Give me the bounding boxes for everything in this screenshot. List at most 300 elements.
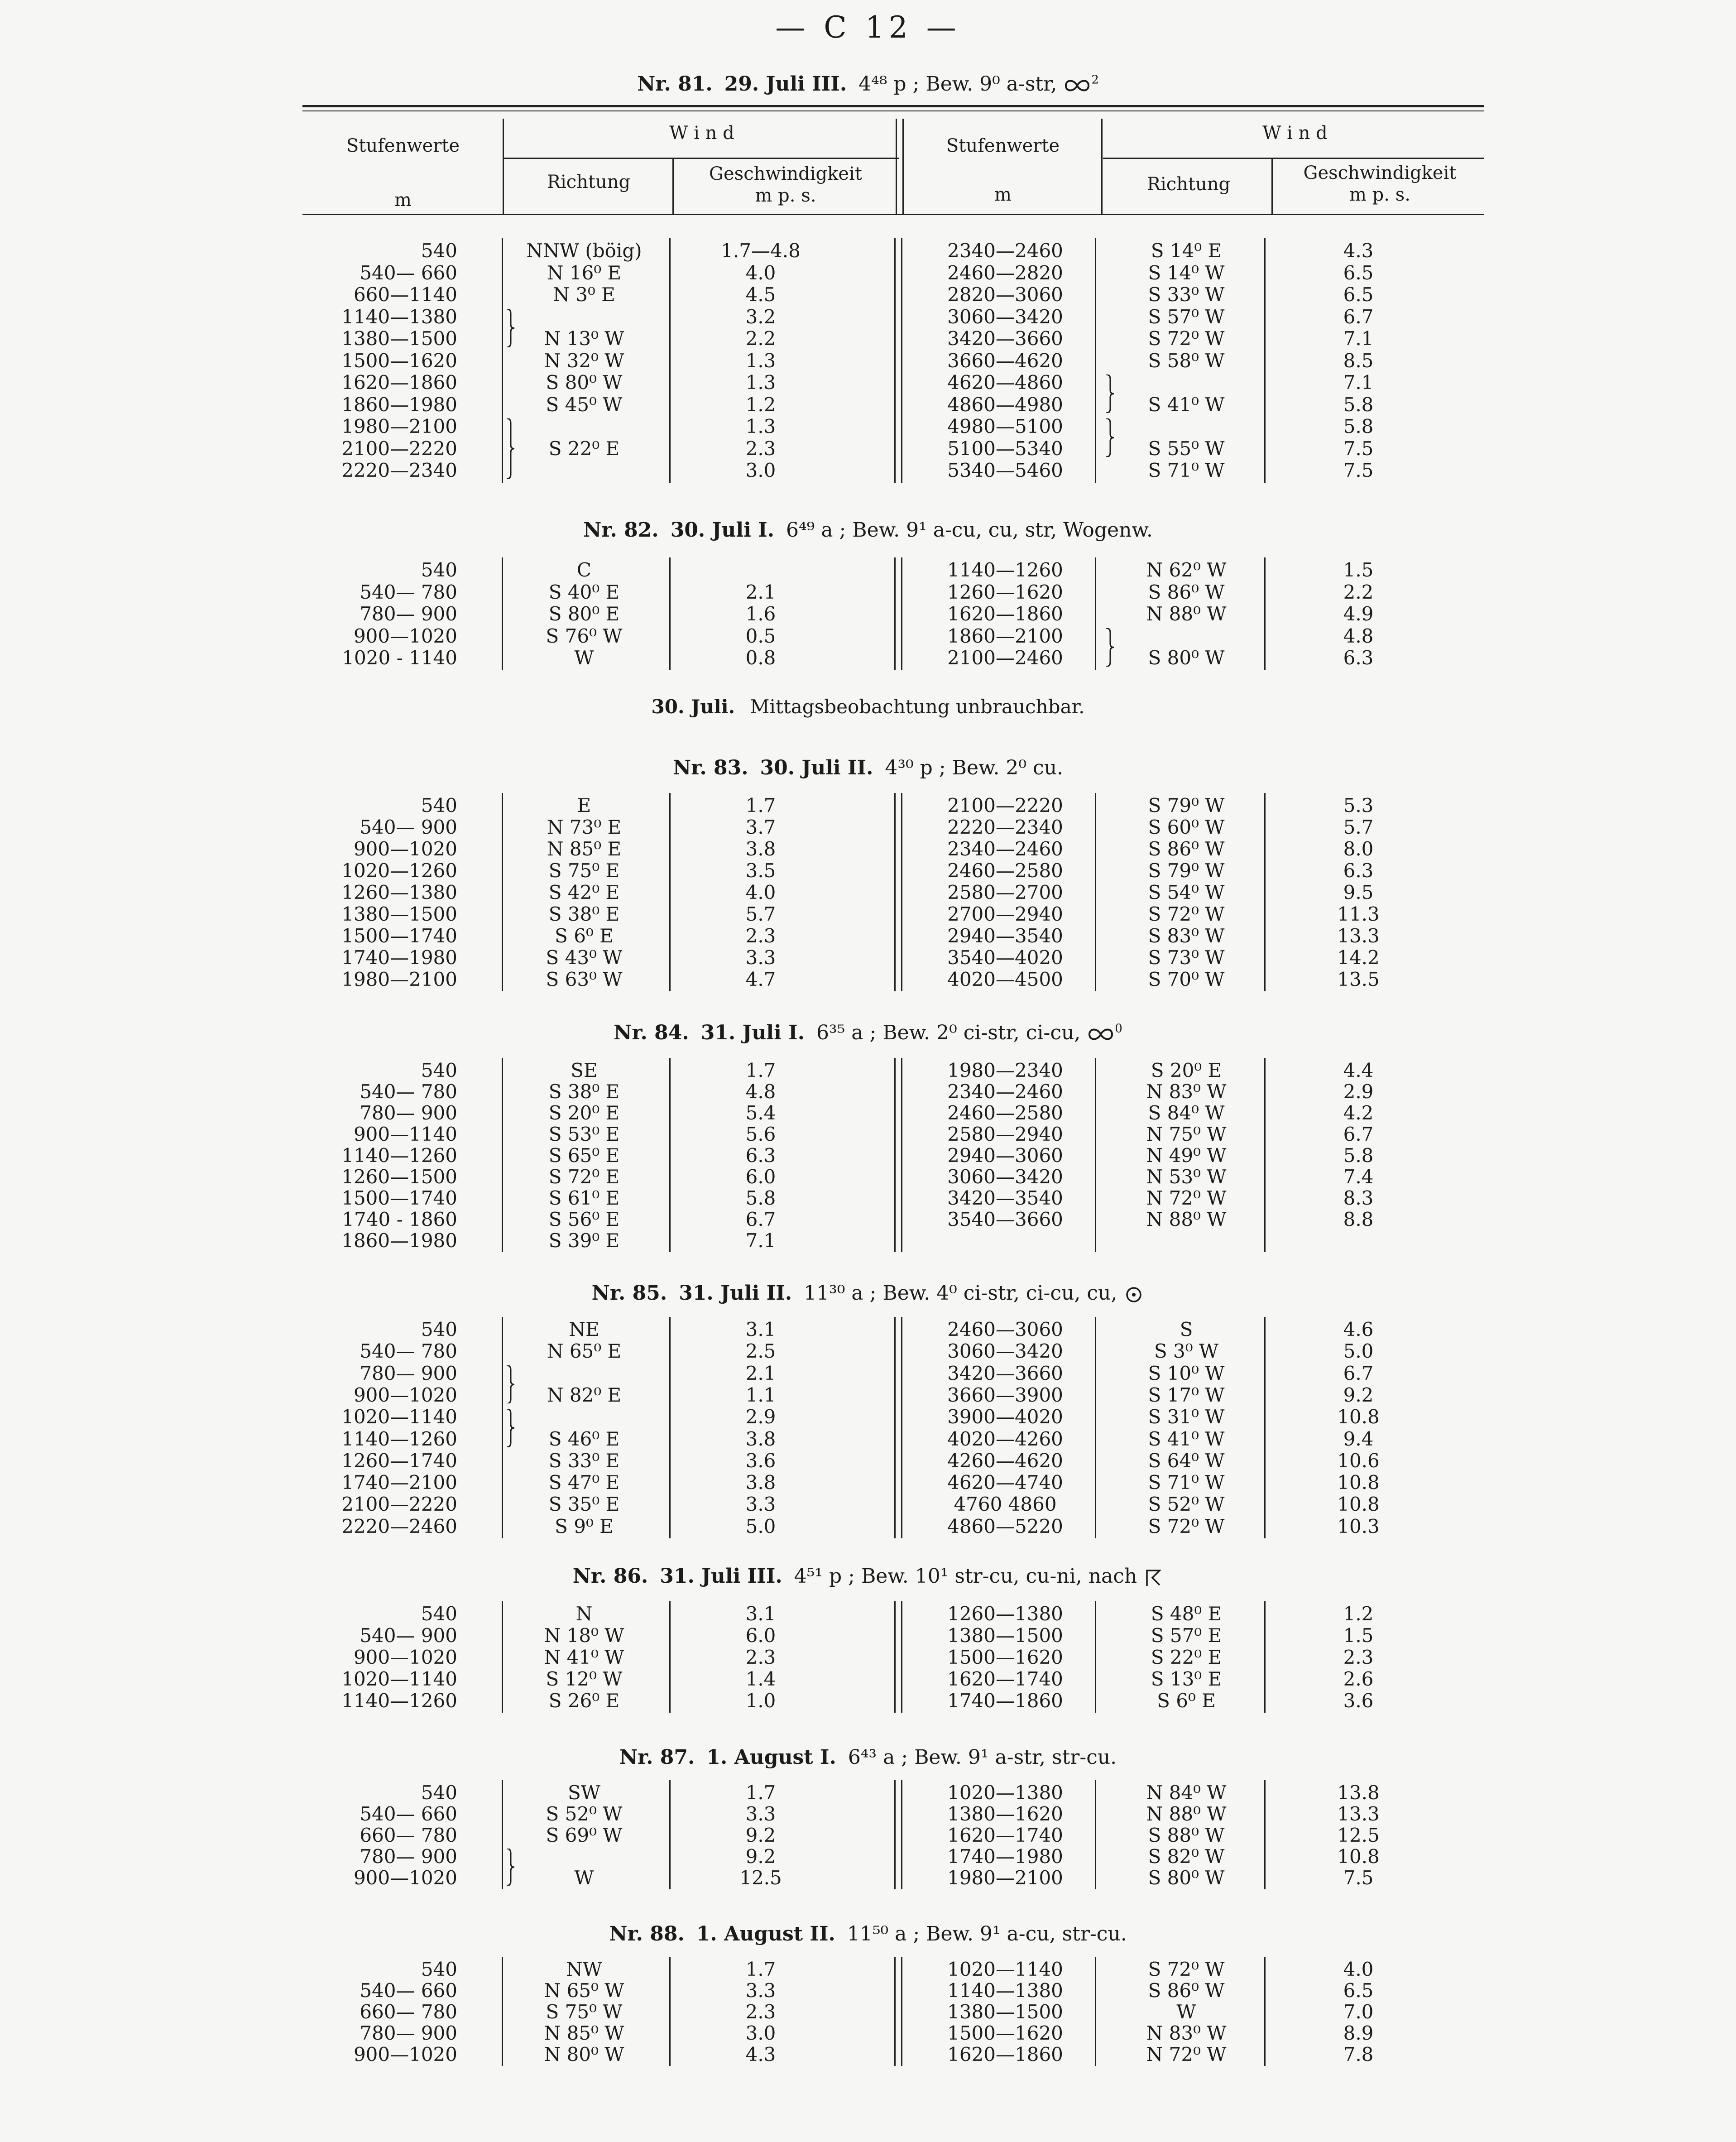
col-richtung-right: Richtung — [1146, 174, 1231, 195]
geschwindigkeit-cell: 4.0 — [1343, 1958, 1374, 1980]
richtung-cell: E — [577, 794, 591, 816]
hdr-vline-double — [896, 119, 904, 214]
stufenwert-cell: 540 — [421, 240, 457, 262]
stufenwert-cell: 4860—4980 — [947, 393, 1063, 416]
table-row — [0, 1230, 1736, 1252]
geschwindigkeit-cell: 3.5 — [745, 860, 776, 882]
geschwindigkeit-cell: 2.2 — [745, 327, 776, 350]
geschwindigkeit-cell: 5.8 — [745, 1187, 776, 1209]
richtung-cell: S 22⁰ E — [1151, 1646, 1222, 1668]
richtung-cell: S 46⁰ E — [548, 1427, 620, 1450]
table-row — [0, 1187, 1736, 1209]
geschwindigkeit-cell: 3.1 — [745, 1318, 776, 1340]
stufenwert-cell: 1860—1980 — [341, 1229, 457, 1252]
geschwindigkeit-cell: 3.8 — [745, 1427, 776, 1450]
record-info: 11⁵⁰ a ; Bew. 9¹ a-cu, str-cu. — [847, 1922, 1127, 1945]
geschwindigkeit-cell: 7.5 — [1343, 459, 1374, 481]
richtung-cell: NNW (böig) — [526, 240, 642, 262]
stufenwert-cell: 4020—4260 — [947, 1427, 1063, 1450]
richtung-cell: S 79⁰ W — [1148, 794, 1225, 816]
richtung-cell: S 55⁰ W — [1148, 437, 1225, 460]
richtung-cell: S 40⁰ E — [548, 581, 620, 603]
richtung-cell: S 84⁰ W — [1148, 1102, 1225, 1124]
richtung-cell: S 72⁰ W — [1148, 327, 1225, 350]
wind-underline-right — [1103, 158, 1484, 159]
richtung-cell: S 14⁰ W — [1148, 261, 1225, 284]
richtung-cell: S 75⁰ W — [546, 2001, 623, 2023]
table-row — [0, 306, 1736, 328]
stufenwert-cell: 1620—1740 — [947, 1824, 1063, 1846]
stufenwert-cell: 660— 780 — [360, 1824, 457, 1846]
geschwindigkeit-cell: 13.3 — [1337, 1803, 1380, 1825]
table-row — [0, 1980, 1736, 2002]
geschwindigkeit-cell: 3.8 — [745, 1471, 776, 1494]
geschwindigkeit-cell: 13.5 — [1337, 968, 1380, 990]
table-row — [0, 240, 1736, 262]
geschwindigkeit-cell: 11.3 — [1337, 903, 1380, 925]
stufenwert-cell: 5100—5340 — [947, 437, 1063, 460]
richtung-cell: N 83⁰ W — [1146, 1081, 1227, 1103]
geschwindigkeit-cell: 2.5 — [745, 1340, 776, 1363]
geschwindigkeit-cell: 8.8 — [1343, 1208, 1374, 1230]
geschwindigkeit-cell: 3.0 — [745, 459, 776, 481]
hdr-vline-2 — [672, 158, 674, 214]
stufenwert-cell: 780— 900 — [360, 1845, 457, 1868]
richtung-cell: S 53⁰ E — [548, 1123, 620, 1145]
geschwindigkeit-cell: 12.5 — [1337, 1824, 1380, 1846]
geschwindigkeit-cell: 7.5 — [1343, 1867, 1374, 1889]
table-row — [0, 1803, 1736, 1825]
stufenwert-cell: 1020 - 1140 — [342, 647, 457, 669]
table-row — [0, 460, 1736, 481]
stufenwert-cell: 780— 900 — [360, 1102, 457, 1124]
richtung-cell: S 22⁰ E — [548, 437, 620, 460]
geschwindigkeit-cell: 3.3 — [745, 1979, 776, 2002]
stufenwert-cell: 900—1020 — [353, 1867, 457, 1889]
geschwindigkeit-cell: 6.3 — [1343, 860, 1374, 882]
stufenwert-cell: 1620—1860 — [947, 2043, 1063, 2065]
table-row — [0, 1363, 1736, 1384]
geschwindigkeit-cell: 3.6 — [1343, 1690, 1374, 1712]
geschwindigkeit-cell: 4.2 — [1343, 1102, 1374, 1124]
geschwindigkeit-cell: 7.4 — [1343, 1166, 1374, 1188]
richtung-cell: N 16⁰ E — [547, 261, 622, 284]
record-icon-wrap — [1087, 1021, 1122, 1044]
stufenwert-cell: 1500—1740 — [341, 925, 457, 947]
geschwindigkeit-cell: 13.8 — [1337, 1782, 1380, 1804]
stufenwert-cell: 5340—5460 — [947, 459, 1063, 481]
stufenwert-cell: 1260—1620 — [947, 581, 1063, 603]
stufenwert-cell: 1860—1980 — [341, 393, 457, 416]
stufenwert-cell: 660— 780 — [360, 2001, 457, 2023]
richtung-cell: S 48⁰ E — [1151, 1603, 1222, 1625]
stufenwert-cell: 1380—1620 — [947, 1803, 1063, 1825]
geschwindigkeit-cell: 6.7 — [745, 1208, 776, 1230]
geschwindigkeit-cell: 7.1 — [1343, 371, 1374, 394]
geschwindigkeit-cell: 2.3 — [745, 1646, 776, 1668]
richtung-cell: S 80⁰ W — [1148, 1867, 1225, 1889]
geschwindigkeit-cell: 4.8 — [1343, 624, 1374, 647]
stufenwert-cell: 1020—1140 — [341, 1668, 457, 1690]
stufenwert-cell: 2340—2460 — [947, 1081, 1063, 1103]
geschwindigkeit-cell: 10.8 — [1337, 1845, 1380, 1868]
richtung-cell: W — [1176, 2001, 1196, 2023]
richtung-cell: N 83⁰ W — [1146, 2022, 1227, 2044]
richtung-cell: S 58⁰ W — [1148, 349, 1225, 372]
record-title — [0, 1021, 1736, 1044]
richtung-cell: S 41⁰ W — [1148, 1427, 1225, 1450]
richtung-cell: S 88⁰ W — [1148, 1824, 1225, 1846]
stufenwert-cell: 780— 900 — [360, 603, 457, 625]
record-date: 31. Juli I. — [700, 1021, 805, 1044]
header-bottom-rule — [302, 214, 1484, 215]
richtung-cell: N 73⁰ E — [547, 816, 622, 838]
stufenwert-cell: 3660—4620 — [947, 349, 1063, 372]
richtung-cell: S 72⁰ E — [548, 1166, 620, 1188]
richtung-cell: N 41⁰ W — [544, 1646, 624, 1668]
richtung-cell: S 79⁰ W — [1148, 860, 1225, 882]
table-row — [0, 262, 1736, 284]
geschwindigkeit-cell: 1.3 — [745, 415, 776, 437]
richtung-cell: S 60⁰ W — [1148, 816, 1225, 838]
richtung-cell: S 14⁰ E — [1151, 240, 1222, 262]
richtung-cell: W — [574, 647, 594, 669]
richtung-cell: SE — [571, 1059, 598, 1081]
stufenwert-cell: 540— 780 — [360, 1340, 457, 1363]
stufenwert-cell: 1980—2100 — [341, 415, 457, 437]
richtung-cell: N 65⁰ E — [547, 1340, 622, 1363]
table-row — [0, 795, 1736, 816]
geschwindigkeit-cell: 1.4 — [745, 1668, 776, 1690]
stufenwert-cell: 1620—1860 — [341, 371, 457, 394]
stufenwert-cell: 1740—1980 — [341, 946, 457, 969]
richtung-cell: S 76⁰ W — [546, 624, 623, 647]
geschwindigkeit-cell: 1.3 — [745, 349, 776, 372]
stufenwert-cell: 1860—2100 — [947, 624, 1063, 647]
richtung-cell: N 13⁰ W — [544, 327, 624, 350]
record-info: 6⁴³ a ; Bew. 9¹ a-str, str-cu. — [848, 1746, 1117, 1769]
record-title — [0, 756, 1736, 779]
record-date: 30. Juli I. — [670, 519, 775, 542]
stufenwert-cell: 4980—5100 — [947, 415, 1063, 437]
stufenwert-cell: 2220—2460 — [341, 1515, 457, 1537]
col-stufenwerte-right: Stufenwerte — [946, 135, 1060, 156]
table-row — [0, 1959, 1736, 1980]
stufenwert-cell: 540 — [421, 1603, 457, 1625]
record-number: Nr. 81. — [637, 72, 713, 96]
stufenwert-cell: 1380—1500 — [947, 1624, 1063, 1647]
richtung-cell: S 45⁰ W — [546, 393, 623, 416]
geschwindigkeit-cell: 7.1 — [1343, 327, 1374, 350]
geschwindigkeit-cell: 6.0 — [745, 1624, 776, 1647]
geschwindigkeit-cell: 1.7 — [745, 1958, 776, 1980]
richtung-cell: S 70⁰ W — [1148, 968, 1225, 990]
richtung-cell: S 38⁰ E — [548, 903, 620, 925]
wind-underline-left — [504, 158, 899, 159]
table-row — [0, 1690, 1736, 1712]
stufenwert-cell: 4760 4860 — [954, 1493, 1057, 1516]
geschwindigkeit-cell: 5.4 — [745, 1102, 776, 1124]
richtung-cell: S 57⁰ E — [1151, 1624, 1222, 1647]
record-title — [0, 1922, 1736, 1945]
richtung-cell: N 53⁰ W — [1146, 1166, 1227, 1188]
geschwindigkeit-cell: 10.8 — [1337, 1471, 1380, 1494]
stufenwert-cell: 1980—2100 — [341, 968, 457, 990]
richtung-cell: S 71⁰ W — [1148, 459, 1225, 481]
richtung-cell: C — [576, 559, 592, 581]
stufenwert-cell: 2820—3060 — [947, 283, 1063, 306]
table-row — [0, 625, 1736, 647]
stufenwert-cell: 540— 660 — [360, 1979, 457, 2002]
richtung-cell: S 52⁰ W — [1148, 1493, 1225, 1516]
stufenwert-cell: 1140—1260 — [341, 1427, 457, 1450]
stufenwert-cell: 2580—2940 — [947, 1123, 1063, 1145]
richtung-cell: S 80⁰ W — [546, 371, 623, 394]
table-row — [0, 284, 1736, 306]
geschwindigkeit-cell: 6.3 — [1343, 647, 1374, 669]
geschwindigkeit-cell: 5.6 — [745, 1123, 776, 1145]
record-info: 4⁴⁸ p ; Bew. 9⁰ a-str, — [858, 72, 1057, 96]
table-row — [0, 350, 1736, 372]
record-number: Nr. 83. — [672, 756, 748, 779]
infinity-icon — [1087, 1025, 1115, 1043]
richtung-cell: S 86⁰ W — [1148, 838, 1225, 860]
col-wind-right: W i n d — [1262, 123, 1328, 144]
geschwindigkeit-cell: 12.5 — [739, 1867, 782, 1889]
geschwindigkeit-cell: 0.8 — [745, 647, 776, 669]
stufenwert-cell: 1020—1260 — [341, 860, 457, 882]
table-row — [0, 559, 1736, 581]
stufenwert-cell: 1260—1500 — [341, 1166, 457, 1188]
brace-icon — [505, 1849, 515, 1886]
stufenwert-cell: 1380—1500 — [341, 327, 457, 350]
stufenwert-cell: 3420—3660 — [947, 327, 1063, 350]
col-unit-left: m — [394, 190, 412, 211]
table-row — [0, 1603, 1736, 1625]
top-rule-thick — [302, 105, 1484, 107]
stufenwert-cell: 2460—2580 — [947, 860, 1063, 882]
geschwindigkeit-cell: 10.8 — [1337, 1493, 1380, 1516]
col-unit-right: m — [994, 184, 1012, 205]
geschwindigkeit-cell: 1.1 — [745, 1383, 776, 1406]
geschwindigkeit-cell: 9.2 — [1343, 1383, 1374, 1406]
record-title — [0, 1282, 1736, 1305]
geschwindigkeit-cell: 2.9 — [745, 1406, 776, 1428]
richtung-cell: N — [575, 1603, 593, 1625]
richtung-cell: NW — [566, 1958, 602, 1980]
geschwindigkeit-cell: 4.9 — [1343, 603, 1374, 625]
richtung-cell: S — [1180, 1318, 1193, 1340]
richtung-cell: SW — [568, 1782, 600, 1804]
table-row — [0, 1428, 1736, 1450]
stufenwert-cell: 2100—2220 — [947, 794, 1063, 816]
table-row — [0, 882, 1736, 903]
stufenwert-cell: 540 — [421, 1059, 457, 1081]
geschwindigkeit-cell: 9.4 — [1343, 1427, 1374, 1450]
richtung-cell: S 61⁰ E — [548, 1187, 620, 1209]
geschwindigkeit-cell: 5.0 — [1343, 1340, 1374, 1363]
stufenwert-cell: 2340—2460 — [947, 838, 1063, 860]
table-row — [0, 581, 1736, 603]
note-date: 30. Juli. — [651, 696, 735, 718]
table-row — [0, 1450, 1736, 1472]
geschwindigkeit-cell: 5.7 — [1343, 816, 1374, 838]
stufenwert-cell: 2940—3540 — [947, 925, 1063, 947]
richtung-cell: S 56⁰ E — [548, 1208, 620, 1230]
geschwindigkeit-cell: 3.0 — [745, 2022, 776, 2044]
geschwindigkeit-cell: 4.3 — [745, 2043, 776, 2065]
geschwindigkeit-cell: 1.6 — [745, 603, 776, 625]
geschwindigkeit-cell: 2.3 — [745, 925, 776, 947]
stufenwert-cell: 3060—3420 — [947, 305, 1063, 328]
stufenwert-cell: 900—1020 — [353, 624, 457, 647]
richtung-cell: S 10⁰ W — [1148, 1362, 1225, 1384]
table-row — [0, 1516, 1736, 1537]
richtung-cell: NE — [569, 1318, 599, 1340]
stufenwert-cell: 1140—1380 — [947, 1979, 1063, 2002]
table-row — [0, 1124, 1736, 1145]
stufenwert-cell: 900—1020 — [353, 1646, 457, 1668]
richtung-cell: S 73⁰ W — [1148, 946, 1225, 969]
record-number: Nr. 87. — [619, 1746, 695, 1769]
stufenwert-cell: 2220—2340 — [341, 459, 457, 481]
geschwindigkeit-cell: 14.2 — [1337, 946, 1380, 969]
stufenwert-cell: 1500—1740 — [341, 1187, 457, 1209]
geschwindigkeit-cell: 2.2 — [1343, 581, 1374, 603]
brace-icon — [505, 418, 515, 479]
stufenwert-cell: 1980—2340 — [947, 1059, 1063, 1081]
stufenwert-cell: 540— 780 — [360, 1081, 457, 1103]
table-row — [0, 1384, 1736, 1406]
richtung-cell: W — [574, 1867, 594, 1889]
geschwindigkeit-cell: 3.2 — [745, 305, 776, 328]
stufenwert-cell: 3060—3420 — [947, 1340, 1063, 1363]
stufenwert-cell: 540— 900 — [360, 1624, 457, 1647]
geschwindigkeit-cell: 5.8 — [1343, 1144, 1374, 1167]
table-row — [0, 416, 1736, 437]
stufenwert-cell: 540 — [421, 1782, 457, 1804]
table-row — [0, 1846, 1736, 1868]
geschwindigkeit-cell: 4.6 — [1343, 1318, 1374, 1340]
stufenwert-cell: 900—1020 — [353, 1383, 457, 1406]
table-row — [0, 1209, 1736, 1230]
table-row — [0, 1625, 1736, 1647]
col-geschw-unit-left: m p. s. — [755, 185, 816, 206]
stufenwert-cell: 2220—2340 — [947, 816, 1063, 838]
stufenwert-cell: 3060—3420 — [947, 1166, 1063, 1188]
geschwindigkeit-cell: 1.2 — [745, 393, 776, 416]
richtung-cell: N 62⁰ W — [1146, 559, 1227, 581]
geschwindigkeit-cell: 4.4 — [1343, 1059, 1374, 1081]
record-title — [0, 72, 1736, 96]
geschwindigkeit-cell: 4.5 — [745, 283, 776, 306]
stufenwert-cell: 1140—1260 — [341, 1690, 457, 1712]
stufenwert-cell: 3420—3660 — [947, 1362, 1063, 1384]
richtung-cell: S 13⁰ E — [1151, 1668, 1222, 1690]
stufenwert-cell: 660—1140 — [353, 283, 457, 306]
stufenwert-cell: 2460—2820 — [947, 261, 1063, 284]
brace-icon — [1105, 628, 1115, 667]
table-row — [0, 1102, 1736, 1124]
geschwindigkeit-cell: 5.8 — [1343, 393, 1374, 416]
stufenwert-cell: 900—1020 — [353, 2043, 457, 2065]
geschwindigkeit-cell: 6.5 — [1343, 1979, 1374, 2002]
geschwindigkeit-cell: 3.8 — [745, 838, 776, 860]
geschwindigkeit-cell: 5.7 — [745, 903, 776, 925]
richtung-cell: N 80⁰ W — [544, 2043, 624, 2065]
geschwindigkeit-cell: 3.1 — [745, 1603, 776, 1625]
table-row — [0, 438, 1736, 460]
stufenwert-cell: 540 — [421, 1318, 457, 1340]
richtung-cell: N 49⁰ W — [1146, 1144, 1227, 1167]
table-row — [0, 969, 1736, 990]
brace-icon — [1105, 418, 1115, 457]
richtung-cell: N 18⁰ W — [544, 1624, 624, 1647]
geschwindigkeit-cell: 4.8 — [745, 1081, 776, 1103]
stufenwert-cell: 1260—1380 — [947, 1603, 1063, 1625]
geschwindigkeit-cell: 3.3 — [745, 1803, 776, 1825]
table-row — [0, 1668, 1736, 1690]
table-row — [0, 947, 1736, 969]
hdr-vline-4 — [1271, 158, 1273, 214]
geschwindigkeit-cell: 3.6 — [745, 1449, 776, 1472]
stufenwert-cell: 3540—4020 — [947, 946, 1063, 969]
col-geschw-left: Geschwindigkeit — [709, 163, 862, 184]
table-row — [0, 1081, 1736, 1103]
table-row — [0, 2022, 1736, 2044]
stufenwert-cell: 2100—2460 — [947, 647, 1063, 669]
richtung-cell: S 63⁰ W — [546, 968, 623, 990]
stufenwert-cell: 4860—5220 — [947, 1515, 1063, 1537]
richtung-cell: S 64⁰ W — [1148, 1449, 1225, 1472]
table-row — [0, 1494, 1736, 1515]
richtung-cell: N 85⁰ W — [544, 2022, 624, 2044]
richtung-cell: S 31⁰ W — [1148, 1406, 1225, 1428]
table-row — [0, 816, 1736, 838]
richtung-cell: S 72⁰ W — [1148, 903, 1225, 925]
record-number: Nr. 88. — [609, 1922, 685, 1945]
richtung-cell: N 75⁰ W — [1146, 1123, 1227, 1145]
richtung-cell: S 75⁰ E — [548, 860, 620, 882]
geschwindigkeit-cell: 4.0 — [745, 261, 776, 284]
record-title — [0, 1746, 1736, 1769]
rain-symbol-icon — [1143, 1569, 1163, 1587]
note-text: Mittagsbeobachtung unbrauchbar. — [750, 696, 1085, 718]
richtung-cell: S 57⁰ W — [1148, 305, 1225, 328]
stufenwert-cell: 2460—3060 — [947, 1318, 1063, 1340]
record-number: Nr. 84. — [614, 1021, 689, 1044]
richtung-cell: N 32⁰ W — [544, 349, 624, 372]
richtung-cell: S 65⁰ E — [548, 1144, 620, 1167]
geschwindigkeit-cell: 8.0 — [1343, 838, 1374, 860]
richtung-cell: S 52⁰ W — [546, 1803, 623, 1825]
record-date: 1. August II. — [696, 1922, 835, 1945]
stufenwert-cell: 540 — [421, 794, 457, 816]
geschwindigkeit-cell: 6.0 — [745, 1166, 776, 1188]
brace-icon — [1105, 375, 1115, 413]
col-geschw-right: Geschwindigkeit — [1303, 163, 1457, 183]
richtung-cell: N 84⁰ W — [1146, 1782, 1227, 1804]
stufenwert-cell: 4020—4500 — [947, 968, 1063, 990]
geschwindigkeit-cell: 5.0 — [745, 1515, 776, 1537]
geschwindigkeit-cell: 1.0 — [745, 1690, 776, 1712]
geschwindigkeit-cell: 9.5 — [1343, 881, 1374, 903]
geschwindigkeit-cell: 3.3 — [745, 946, 776, 969]
record-title — [0, 1565, 1736, 1588]
col-geschw-unit-right: m p. s. — [1349, 184, 1410, 205]
geschwindigkeit-cell: 1.2 — [1343, 1603, 1374, 1625]
record-date: 30. Juli II. — [760, 756, 873, 779]
